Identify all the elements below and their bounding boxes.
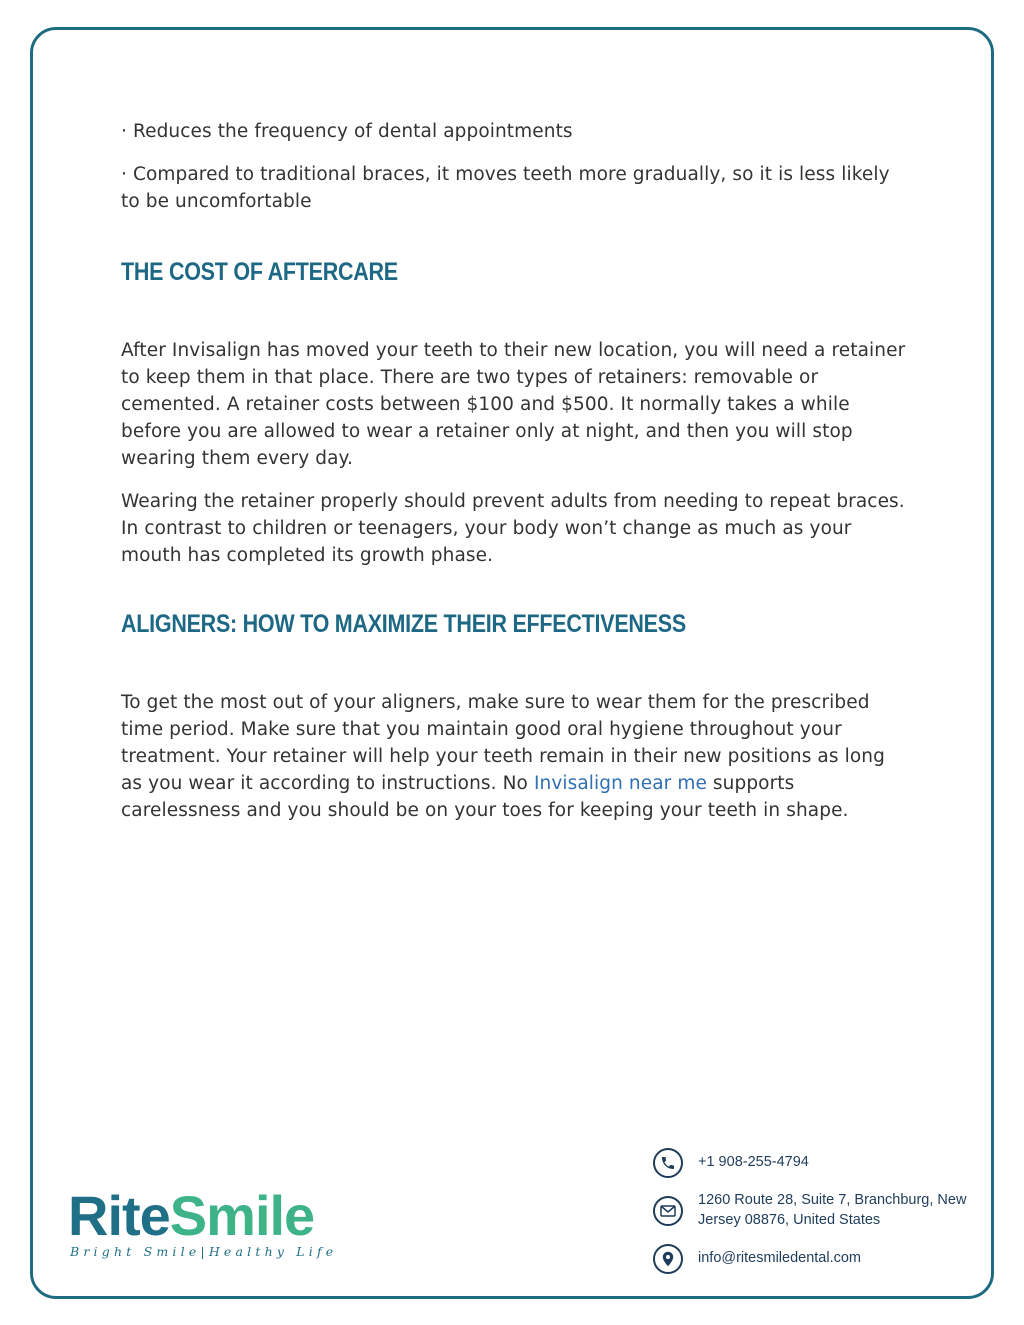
phone-number[interactable]: +1 908-255-4794 [698, 1154, 809, 1170]
paragraph-retainer-wear: Wearing the retainer properly should prevent adults from needing to repeat braces. In contrast to children or teenagers, your body won’t change as much as your mouth has completed its growth phase. [121, 491, 905, 566]
paragraph-aligners-tips [121, 689, 911, 824]
contact-address-row [653, 1190, 983, 1230]
logo-wordmark [68, 1186, 314, 1246]
bullet-comfort: · Compared to traditional braces, it moves teeth more gradually, so it is less likely to be uncomfortable [121, 164, 890, 212]
logo-tagline: Bright Smile|Healthy Life [70, 1244, 338, 1259]
phone-icon [653, 1148, 683, 1178]
paragraph-retainer-cost: After Invisalign has moved your teeth to their new location, you will need a retainer to keep them in that place. There are two types of retainers: removable or cemented. A retainer costs between $100 and $500. It normally takes a while before you are allowed to wear a retainer only at night, and then you will stop wearing them every day. [121, 340, 906, 469]
paragraph-text-start: To get the most out of your aligners, make sure to wear them for the prescribed time period. Make sure that you maintain good oral hygiene throughout your treatment. Your retainer will help your teeth remain in their new positions as long as you wear it according to instructions. No [121, 692, 885, 794]
document-body [121, 118, 911, 840]
envelope-icon [653, 1196, 683, 1226]
heading-cost-of-aftercare: THE COST OF AFTERCARE [121, 258, 398, 286]
ritesmile-logo [68, 1186, 348, 1266]
address-text: 1260 Route 28, Suite 7, Branchburg, New Jersey 08876, United States [698, 1192, 967, 1228]
email-address[interactable]: info@ritesmiledental.com [698, 1250, 862, 1266]
bullet-appointments: · Reduces the frequency of dental appointments [121, 121, 573, 142]
contact-email-row [653, 1244, 983, 1274]
heading-aligners-effectiveness: ALIGNERS: HOW TO MAXIMIZE THEIR EFFECTIVENESS [121, 610, 686, 638]
invisalign-near-me-link[interactable]: Invisalign near me [533, 773, 707, 794]
paragraph-text-end: supports carelessness and you should be on your toes for keeping your teeth in shape. [121, 773, 849, 821]
logo-rite: Rite [68, 1184, 170, 1247]
location-pin-icon [653, 1244, 683, 1274]
contact-phone-row [653, 1148, 983, 1178]
logo-smile: Smile [169, 1184, 315, 1247]
